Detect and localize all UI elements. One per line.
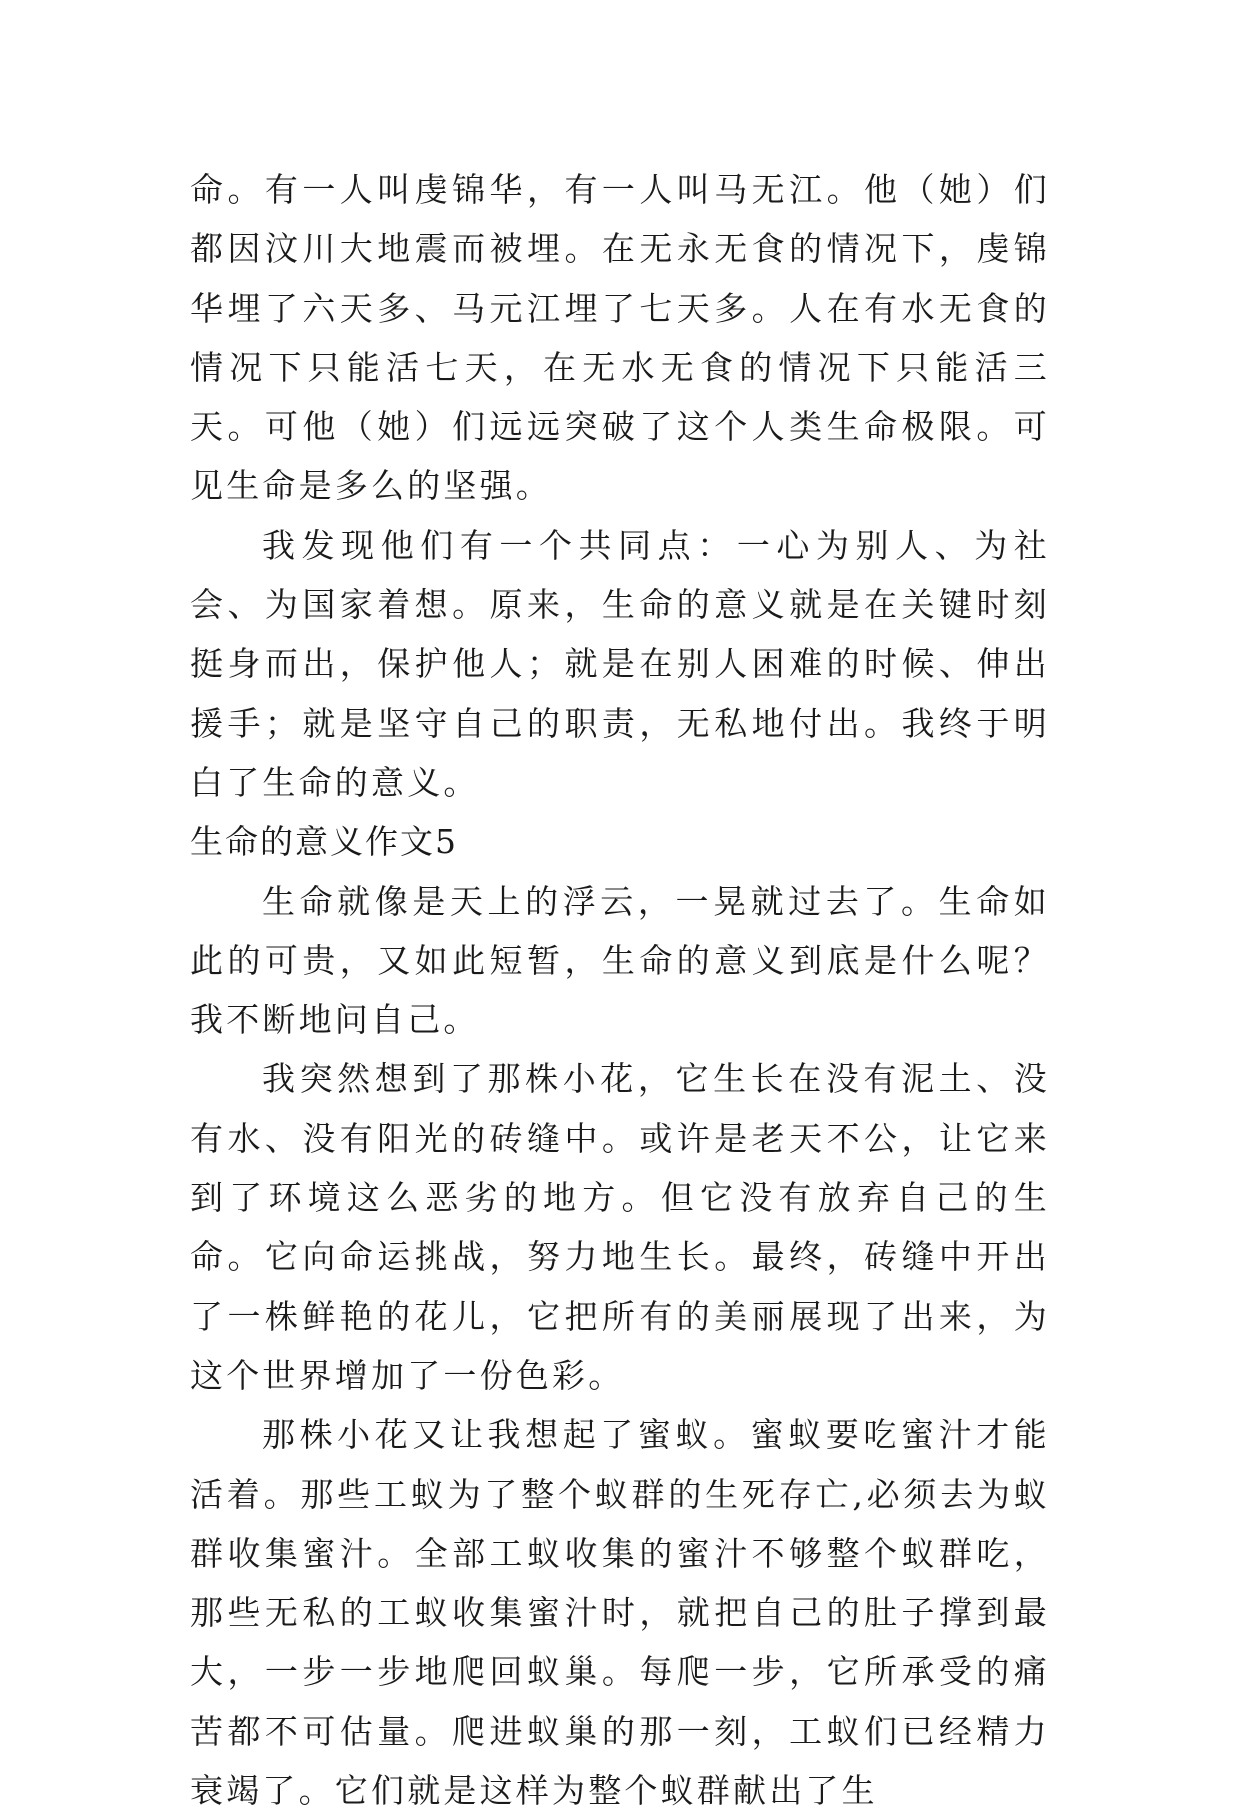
paragraph: 生命就像是天上的浮云，一晃就过去了。生命如此的可贵，又如此短暂，生命的意义到底是什么呢？我不断地问自己。 <box>190 881 1050 1040</box>
paragraph: 我突然想到了那株小花，它生长在没有泥土、没有水、没有阳光的砖缝中。或许是老天不公，让它来到了环境这么恶劣的地方。但它没有放弃自己的生命。它向命运挑战，努力地生长。最终，砖缝中开出了一株鲜艳的花儿，它把所有的美丽展现了出来，为这个世界增加了一份色彩。 <box>190 1059 1050 1395</box>
paragraph: 命。有一人叫虔锦华，有一人叫马无江。他（她）们都因汶川大地震而被埋。在无永无食的情况下，虔锦华埋了六天多、马元江埋了七天多。人在有水无食的情况下只能活七天，在无水无食的情况下只能活三天。可他（她）们远远突破了这个人类生命极限。可见生命是多么的坚强。 <box>190 170 1050 506</box>
section-title: 生命的意义作文5 <box>190 822 458 862</box>
paragraph: 我发现他们有一个共同点：一心为别人、为社会、为国家着想。原来，生命的意义就是在关键时刻挺身而出，保护他人；就是在别人困难的时候、伸出援手；就是坚守自己的职责，无私地付出。我终于明白了生命的意义。 <box>190 525 1050 802</box>
paragraph: 那株小花又让我想起了蜜蚁。蜜蚁要吃蜜汁才能活着。那些工蚁为了整个蚁群的生死存亡,必须去为蚁群收集蜜汁。全部工蚁收集的蜜汁不够整个蚁群吃，那些无私的工蚁收集蜜汁时，就把自己的肚子撑到最大，一步一步地爬回蚁巢。每爬一步，它所承受的痛苦都不可估量。爬进蚁巢的那一刻，工蚁们已经精力衰竭了。它们就是这样为整个蚁群献出了生 <box>190 1415 1050 1811</box>
document-body <box>190 160 1050 1820</box>
